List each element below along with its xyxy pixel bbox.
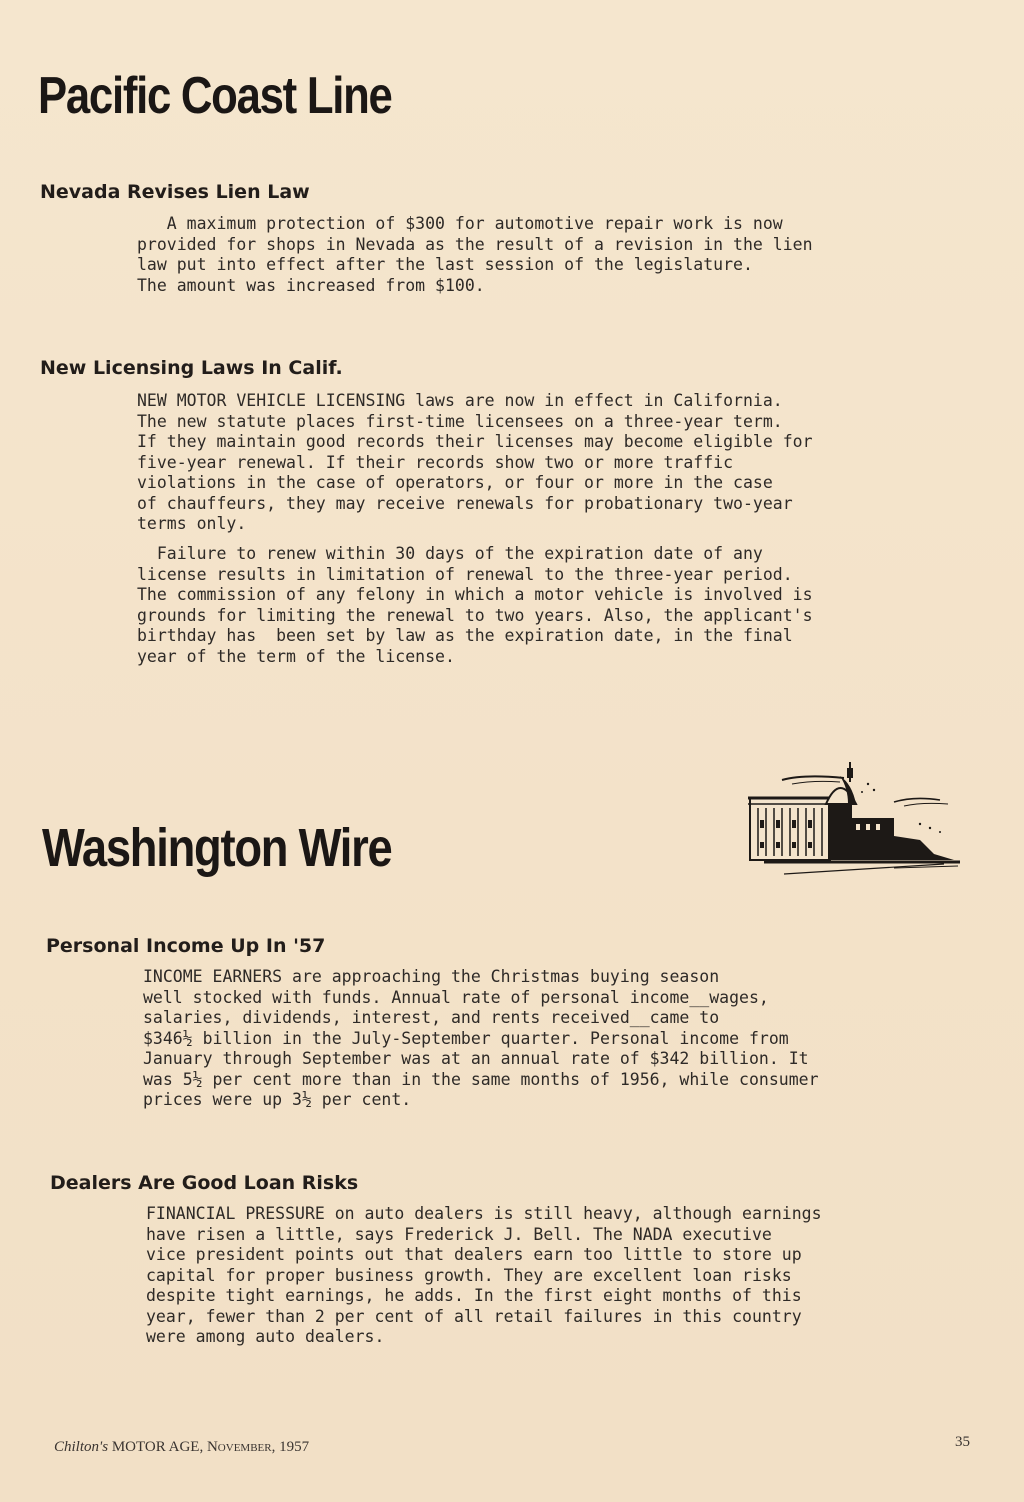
- heading-dealers-loan-risks: Dealers Are Good Loan Risks: [50, 1172, 359, 1194]
- footer-publication: [54, 1439, 309, 1456]
- section-title-washington-wire: Washington Wire: [42, 818, 392, 878]
- paragraph-calif-licensing-1: NEW MOTOR VEHICLE LICENSING laws are now in effect in California. The new statute places first-time licensees on a three-year term. If they maintain good records their licenses may become eligible for five-year renewal. If their records show two or more traffic violations in the case of operators, or four or more in the case of chauffeurs, they may receive renewals for probationary two-year terms only.: [137, 391, 813, 533]
- paragraph-dealers-loan-risks: FINANCIAL PRESSURE on auto dealers is still heavy, although earnings have risen a little, says Frederick J. Bell. The NADA executive vice president points out that dealers earn too little to store up capital for proper business growth. They are excellent loan risks despite tight earnings, he adds. In the first eight months of this year, fewer than 2 per cent of all retail failures in this country were among auto dealers.: [146, 1204, 822, 1346]
- heading-personal-income: Personal Income Up In '57: [46, 935, 326, 957]
- footer-publisher: Chilton's: [54, 1439, 109, 1455]
- section-title-pacific-coast-line: Pacific Coast Line: [38, 67, 392, 125]
- footer-magazine: MOTOR AGE,: [111, 1439, 204, 1455]
- footer-issue-date: November, 1957: [206, 1439, 310, 1455]
- heading-nevada-lien-law: Nevada Revises Lien Law: [40, 181, 310, 203]
- capitol-building-icon: [744, 758, 964, 880]
- paragraph-personal-income: INCOME EARNERS are approaching the Christmas buying season well stocked with funds. Annual rate of personal income__wages, salaries, dividends, interest, and rents received__came to $346½ billion in the July-September quarter. Personal income from January through September was at an annual rate of $342 billion. It was 5½ per cent more than in the same months of 1956, while consumer prices were up 3½ per cent.: [143, 967, 819, 1109]
- paragraph-nevada-lien-law: A maximum protection of $300 for automotive repair work is now provided for shops in Nevada as the result of a revision in the lien law put into effect after the last session of the legislature. The amount was increased from $100.: [137, 214, 813, 295]
- heading-calif-licensing: New Licensing Laws In Calif.: [40, 357, 343, 379]
- paragraph-calif-licensing-2: Failure to renew within 30 days of the expiration date of any license results in limitation of renewal to the three-year period. The commission of any felony in which a motor vehicle is involved is grounds for limiting the renewal to two years. Also, the applicant's birthday has been set by law as the expiration date, in the final year of the term of the license.: [137, 544, 813, 666]
- page-number: 35: [955, 1434, 970, 1450]
